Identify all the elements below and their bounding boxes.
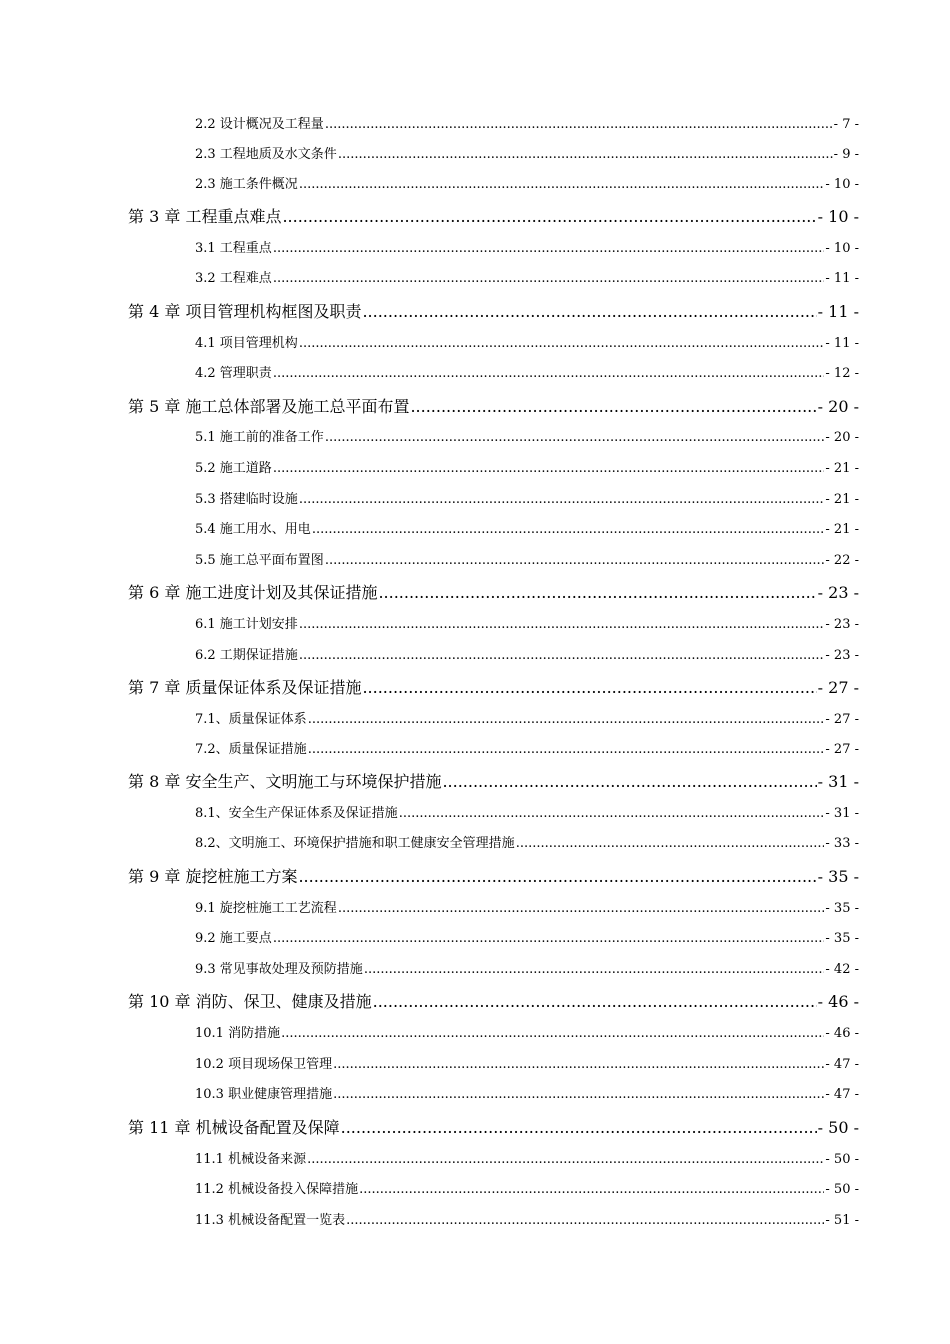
toc-entry-label: 3.1 工程重点	[195, 241, 272, 256]
toc-dot-leader	[307, 1152, 824, 1168]
toc-dot-leader	[362, 302, 816, 322]
toc-dot-leader	[273, 931, 825, 947]
toc-page-number: - 50 -	[825, 1182, 859, 1197]
toc-entry-label: 3.2 工程难点	[195, 271, 272, 286]
toc-entry-section[interactable]	[195, 1026, 859, 1042]
toc-entry-label: 第 7 章 质量保证体系及保证措施	[128, 678, 362, 697]
toc-page-number: - 12 -	[825, 366, 859, 381]
toc-page-number: - 35 -	[825, 931, 859, 946]
toc-page-number: - 23 -	[817, 583, 859, 602]
toc-entry-section[interactable]	[195, 742, 859, 758]
toc-page-number: - 11 -	[825, 271, 859, 286]
toc-entry-section[interactable]	[195, 1152, 859, 1168]
toc-page-number: - 46 -	[817, 992, 859, 1011]
toc-entry-section[interactable]	[195, 147, 859, 163]
toc-page-number: - 42 -	[825, 962, 859, 977]
toc-page-number: - 10 -	[825, 241, 859, 256]
toc-page-number: - 23 -	[825, 617, 859, 632]
toc-entry-label: 7.2、质量保证措施	[195, 742, 307, 757]
toc-dot-leader	[298, 867, 816, 887]
toc-dot-leader	[346, 1213, 824, 1229]
toc-dot-leader	[338, 901, 825, 917]
toc-dot-leader	[333, 1087, 824, 1103]
toc-page-number: - 47 -	[825, 1087, 859, 1102]
toc-entry-section[interactable]	[195, 1087, 859, 1103]
toc-entry-label: 10.3 职业健康管理措施	[195, 1087, 333, 1102]
toc-page-number: - 22 -	[825, 553, 859, 568]
toc-page-number: - 11 -	[825, 336, 859, 351]
toc-entry-chapter[interactable]	[128, 678, 859, 698]
toc-entry-section[interactable]	[195, 962, 859, 978]
toc-dot-leader	[373, 992, 817, 1012]
toc-dot-leader	[312, 522, 825, 538]
toc-entry-section[interactable]	[195, 522, 859, 538]
toc-dot-leader	[299, 336, 825, 352]
toc-entry-section[interactable]	[195, 648, 859, 664]
toc-page-number: - 50 -	[817, 1118, 859, 1137]
toc-entry-label: 第 5 章 施工总体部署及施工总平面布置	[128, 397, 410, 416]
toc-entry-label: 9.1 旋挖桩施工工艺流程	[195, 901, 337, 916]
toc-entry-section[interactable]	[195, 492, 859, 508]
toc-dot-leader	[341, 1118, 817, 1138]
toc-page-number: - 27 -	[825, 712, 859, 727]
toc-entry-label: 5.3 搭建临时设施	[195, 492, 298, 507]
toc-page-number: - 10 -	[825, 177, 859, 192]
toc-dot-leader	[325, 117, 833, 133]
toc-entry-section[interactable]	[195, 836, 859, 852]
toc-entry-label: 10.1 消防措施	[195, 1026, 281, 1041]
toc-dot-leader	[325, 553, 825, 569]
toc-dot-leader	[282, 207, 816, 227]
toc-entry-section[interactable]	[195, 1057, 859, 1073]
toc-entry-label: 8.2、文明施工、环境保护措施和职工健康安全管理措施	[195, 836, 515, 851]
toc-dot-leader	[378, 583, 816, 603]
toc-entry-label: 11.3 机械设备配置一览表	[195, 1213, 346, 1228]
toc-entry-section[interactable]	[195, 336, 859, 352]
toc-entry-label: 2.3 施工条件概况	[195, 177, 298, 192]
toc-dot-leader	[338, 147, 833, 163]
toc-entry-label: 6.2 工期保证措施	[195, 648, 298, 663]
toc-dot-leader	[325, 430, 825, 446]
toc-entry-chapter[interactable]	[128, 397, 859, 417]
toc-dot-leader	[273, 366, 825, 382]
toc-entry-section[interactable]	[195, 461, 859, 477]
toc-dot-leader	[273, 461, 825, 477]
toc-page-number: - 27 -	[825, 742, 859, 757]
toc-entry-label: 第 11 章 机械设备配置及保障	[128, 1118, 340, 1137]
toc-dot-leader	[399, 806, 825, 822]
toc-entry-chapter[interactable]	[128, 992, 859, 1012]
toc-page-number: - 51 -	[825, 1213, 859, 1228]
toc-entry-label: 4.2 管理职责	[195, 366, 272, 381]
toc-entry-section[interactable]	[195, 553, 859, 569]
toc-entry-section[interactable]	[195, 617, 859, 633]
toc-dot-leader	[359, 1182, 824, 1198]
toc-entry-section[interactable]	[195, 1213, 859, 1229]
toc-dot-leader	[308, 742, 825, 758]
toc-dot-leader	[273, 271, 825, 287]
toc-entry-section[interactable]	[195, 901, 859, 917]
toc-entry-label: 第 6 章 施工进度计划及其保证措施	[128, 583, 378, 602]
toc-dot-leader	[410, 397, 816, 417]
toc-page-number: - 11 -	[817, 302, 859, 321]
toc-entry-section[interactable]	[195, 430, 859, 446]
toc-dot-leader	[299, 617, 825, 633]
toc-page-number: - 21 -	[825, 461, 859, 476]
toc-page-number: - 27 -	[817, 678, 859, 697]
toc-dot-leader	[364, 962, 825, 978]
toc-entry-section[interactable]	[195, 712, 859, 728]
toc-page-number: - 20 -	[817, 397, 859, 416]
toc-entry-section[interactable]	[195, 241, 859, 257]
toc-entry-section[interactable]	[195, 1182, 859, 1198]
toc-entry-label: 6.1 施工计划安排	[195, 617, 298, 632]
toc-entry-label: 5.5 施工总平面布置图	[195, 553, 324, 568]
toc-entry-chapter[interactable]	[128, 867, 859, 887]
toc-page-number: - 20 -	[825, 430, 859, 445]
toc-entry-section[interactable]	[195, 366, 859, 382]
toc-entry-chapter[interactable]	[128, 1118, 859, 1138]
toc-dot-leader	[281, 1026, 824, 1042]
toc-dot-leader	[308, 712, 825, 728]
toc-entry-label: 第 8 章 安全生产、文明施工与环境保护措施	[128, 772, 442, 791]
toc-page-number: - 31 -	[817, 772, 859, 791]
toc-page-number: - 50 -	[825, 1152, 859, 1167]
toc-entry-chapter[interactable]	[128, 302, 859, 322]
toc-entry-chapter[interactable]	[128, 772, 859, 792]
toc-entry-label: 8.1、安全生产保证体系及保证措施	[195, 806, 398, 821]
toc-dot-leader	[442, 772, 816, 792]
toc-dot-leader	[516, 836, 825, 852]
toc-entry-label: 10.2 项目现场保卫管理	[195, 1057, 333, 1072]
toc-entry-label: 第 3 章 工程重点难点	[128, 207, 282, 226]
toc-page-number: - 9 -	[833, 147, 859, 162]
toc-entry-chapter[interactable]	[128, 207, 859, 227]
toc-entry-label: 5.2 施工道路	[195, 461, 272, 476]
toc-page-number: - 23 -	[825, 648, 859, 663]
toc-page-number: - 10 -	[817, 207, 859, 226]
toc-page-number: - 21 -	[825, 492, 859, 507]
toc-page-number: - 46 -	[825, 1026, 859, 1041]
toc-entry-section[interactable]	[195, 177, 859, 193]
toc-entry-label: 第 9 章 旋挖桩施工方案	[128, 867, 298, 886]
toc-page-number: - 35 -	[825, 901, 859, 916]
toc-entry-section[interactable]	[195, 117, 859, 133]
toc-page-number: - 47 -	[825, 1057, 859, 1072]
toc-entry-label: 4.1 项目管理机构	[195, 336, 298, 351]
toc-page-number: - 33 -	[825, 836, 859, 851]
toc-entry-label: 9.3 常见事故处理及预防措施	[195, 962, 363, 977]
toc-dot-leader	[273, 241, 825, 257]
toc-entry-label: 5.4 施工用水、用电	[195, 522, 311, 537]
toc-page-number: - 21 -	[825, 522, 859, 537]
toc-dot-leader	[362, 678, 816, 698]
toc-entry-label: 第 4 章 项目管理机构框图及职责	[128, 302, 362, 321]
toc-entry-label: 9.2 施工要点	[195, 931, 272, 946]
toc-page-number: - 31 -	[825, 806, 859, 821]
toc-entry-label: 2.3 工程地质及水文条件	[195, 147, 337, 162]
toc-entry-section[interactable]	[195, 931, 859, 947]
toc-page-number: - 35 -	[817, 867, 859, 886]
toc-dot-leader	[299, 648, 825, 664]
toc-entry-chapter[interactable]	[128, 583, 859, 603]
toc-entry-label: 第 10 章 消防、保卫、健康及措施	[128, 992, 372, 1011]
toc-dot-leader	[299, 492, 825, 508]
toc-entry-label: 11.2 机械设备投入保障措施	[195, 1182, 359, 1197]
toc-dot-leader	[333, 1057, 824, 1073]
toc-entry-label: 2.2 设计概况及工程量	[195, 117, 324, 132]
toc-entry-label: 7.1、质量保证体系	[195, 712, 307, 727]
toc-entry-label: 5.1 施工前的准备工作	[195, 430, 324, 445]
toc-dot-leader	[299, 177, 825, 193]
toc-page-number: - 7 -	[833, 117, 859, 132]
toc-entry-label: 11.1 机械设备来源	[195, 1152, 307, 1167]
toc-entry-section[interactable]	[195, 271, 859, 287]
toc-entry-section[interactable]	[195, 806, 859, 822]
